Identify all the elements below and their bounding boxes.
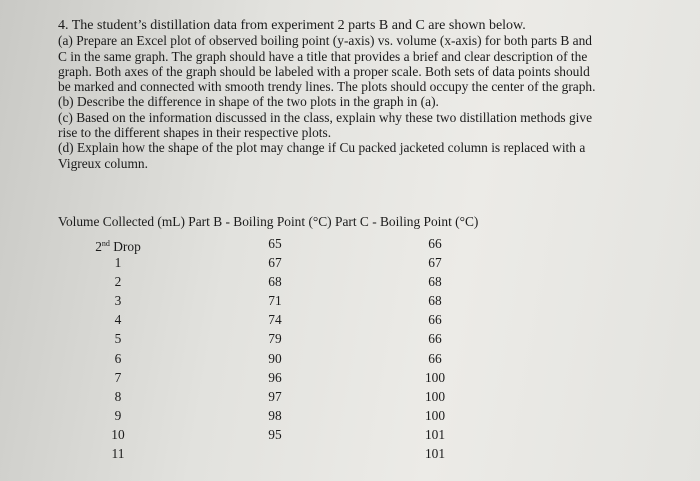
question-line: (b) Describe the difference in shape of the two plots in the graph in (a). — [58, 94, 439, 110]
table-row — [58, 310, 618, 329]
volume-number: 2 — [95, 239, 102, 254]
volume-cell: 5 — [114, 331, 122, 347]
question-line: (a) Prepare an Excel plot of observed boiling point (y-axis) vs. volume (x-axis) for both parts B and — [58, 33, 592, 49]
table-row — [58, 329, 618, 348]
part-b-cell: 97 — [268, 388, 282, 404]
part-b-cell: 95 — [268, 426, 282, 442]
part-b-cell: 98 — [268, 407, 282, 423]
table-row — [58, 387, 618, 406]
volume-cell: 10 — [111, 426, 125, 442]
part-c-cell: 66 — [428, 236, 442, 251]
part-c-cell: 66 — [428, 312, 442, 328]
table-row — [58, 253, 618, 272]
part-b-cell: 68 — [268, 274, 282, 290]
table-row — [58, 368, 618, 387]
part-c-cell: 101 — [424, 446, 446, 462]
question-line: rise to the different shapes in their respective plots. — [58, 125, 332, 141]
table-row — [58, 349, 618, 368]
volume-cell: 4 — [114, 312, 122, 328]
part-c-cell: 100 — [424, 388, 446, 404]
question-line: C in the same graph. The graph should have a title that provides a brief and clear description of the — [58, 48, 588, 64]
volume-cell: 11 — [111, 446, 125, 462]
volume-cell: 3 — [114, 293, 122, 309]
part-b-cell: 79 — [268, 331, 282, 347]
part-b-cell: 65 — [268, 236, 282, 251]
part-c-cell: 100 — [424, 407, 446, 423]
part-c-cell: 101 — [424, 426, 446, 442]
question-block — [58, 18, 668, 171]
part-b-cell: 96 — [268, 369, 282, 385]
table-row — [58, 291, 618, 310]
distillation-data-table — [58, 212, 618, 463]
volume-superscript: nd — [101, 239, 110, 248]
volume-cell: 7 — [114, 369, 122, 385]
part-b-cell: 74 — [268, 312, 282, 328]
question-title: 4. The student’s distillation data from experiment 2 parts B and C are shown below. — [58, 18, 526, 33]
part-c-cell: 68 — [428, 274, 442, 290]
part-b-cell: 67 — [268, 255, 282, 271]
volume-cell: 6 — [114, 350, 122, 366]
table-row — [58, 406, 618, 425]
question-line: (d) Explain how the shape of the plot may change if Cu packed jacketed column is replaced with a — [58, 140, 586, 156]
question-line: Vigreux column. — [58, 155, 148, 171]
part-c-cell: 66 — [428, 331, 442, 347]
table-row — [58, 234, 618, 253]
table-row — [58, 272, 618, 291]
part-c-cell: 100 — [424, 369, 446, 385]
volume-cell: 2 — [114, 274, 122, 290]
question-line: (c) Based on the information discussed in the class, explain why these two distillation methods give — [58, 109, 593, 125]
volume-cell: 8 — [114, 388, 122, 404]
table-row — [58, 444, 618, 463]
part-b-cell: 90 — [268, 350, 282, 366]
table-header: Volume Collected (mL) Part B - Boiling Point (°C) Part C - Boiling Point (°C) — [58, 214, 479, 229]
table-row — [58, 425, 618, 444]
part-b-cell: 71 — [268, 293, 282, 309]
question-line: be marked and connected with smooth trendy lines. The plots should occupy the center of the graph. — [58, 79, 596, 95]
part-c-cell: 66 — [428, 350, 442, 366]
volume-word: Drop — [109, 239, 141, 254]
part-c-cell: 67 — [428, 255, 442, 271]
volume-cell: 9 — [114, 407, 122, 423]
part-c-cell: 68 — [428, 293, 442, 309]
question-line: graph. Both axes of the graph should be labeled with a proper scale. Both sets of data points should — [58, 63, 590, 79]
table-body — [58, 253, 618, 463]
volume-cell: 1 — [114, 255, 122, 271]
